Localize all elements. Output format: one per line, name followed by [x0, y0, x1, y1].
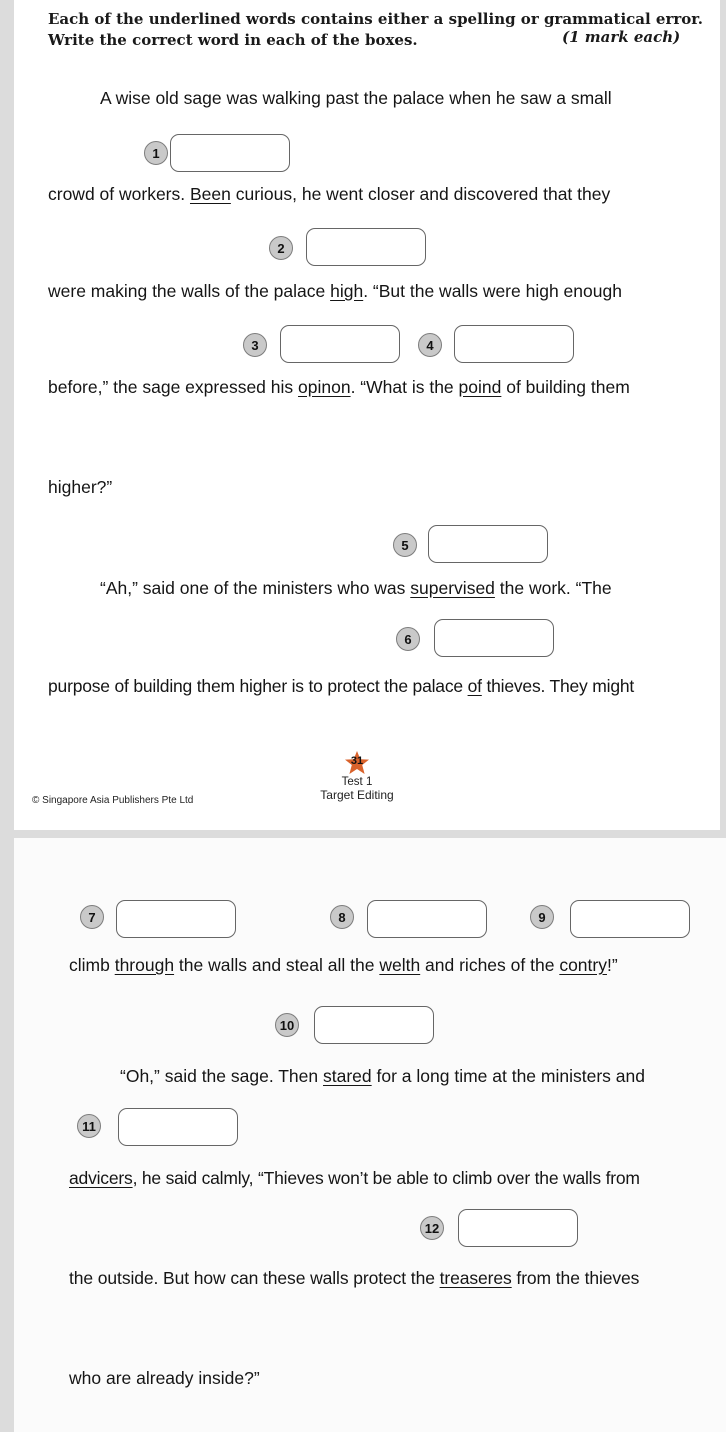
- publisher-copyright: © Singapore Asia Publishers Pte Ltd: [32, 795, 194, 806]
- passage-line-12: who are already inside?”: [69, 1368, 260, 1388]
- underlined-word-1: Been: [189, 184, 231, 204]
- question-number-5: 5: [393, 533, 417, 557]
- question-number-1: 1: [144, 141, 168, 165]
- underlined-word-6: of: [467, 676, 482, 696]
- underlined-word-11: advicers: [69, 1168, 133, 1188]
- instruction-line-1: Each of the underlined words contains either a spelling or grammatical error.: [48, 10, 704, 28]
- page-number: 31: [350, 755, 364, 767]
- passage-line-4: before,” the sage expressed his opinon. “What is the poind of building them: [48, 377, 630, 397]
- underlined-word-2: high: [330, 281, 364, 301]
- marks-note: (1 mark each): [562, 28, 681, 46]
- answer-box-12[interactable]: [458, 1209, 578, 1247]
- instruction-line-2: Write the correct word in each of the boxes.: [48, 31, 418, 49]
- passage-line-6: “Ah,” said one of the ministers who was supervised the work. “The: [100, 578, 612, 598]
- question-number-7: 7: [80, 905, 104, 929]
- underlined-word-5: supervised: [410, 578, 495, 598]
- underlined-word-7: through: [114, 955, 175, 975]
- underlined-word-12: treaseres: [439, 1268, 512, 1288]
- underlined-word-10: stared: [323, 1066, 372, 1086]
- question-number-10: 10: [275, 1013, 299, 1037]
- test-label: Test 1: [341, 776, 373, 788]
- answer-box-11[interactable]: [118, 1108, 238, 1146]
- section-label: Target Editing: [320, 788, 394, 802]
- passage-line-9: “Oh,” said the sage. Then stared for a long time at the ministers and: [120, 1066, 645, 1086]
- passage-line-1: A wise old sage was walking past the palace when he saw a small: [100, 88, 612, 108]
- answer-box-10[interactable]: [314, 1006, 434, 1044]
- answer-box-4[interactable]: [454, 325, 574, 363]
- question-number-6: 6: [396, 627, 420, 651]
- question-number-12: 12: [420, 1216, 444, 1240]
- question-number-11: 11: [77, 1114, 101, 1138]
- passage-line-7: purpose of building them higher is to protect the palace of thieves. They might: [48, 676, 635, 696]
- underlined-word-9: contry: [559, 955, 607, 975]
- underlined-word-3: opinon: [298, 377, 351, 397]
- passage-line-11: the outside. But how can these walls protect the treaseres from the thieves: [69, 1268, 640, 1288]
- question-number-9: 9: [530, 905, 554, 929]
- answer-box-7[interactable]: [116, 900, 236, 938]
- answer-box-5[interactable]: [428, 525, 548, 563]
- answer-box-9[interactable]: [570, 900, 690, 938]
- answer-box-1[interactable]: [170, 134, 290, 172]
- question-number-4: 4: [418, 333, 442, 357]
- answer-box-6[interactable]: [434, 619, 554, 657]
- answer-box-8[interactable]: [367, 900, 487, 938]
- underlined-word-4: poind: [458, 377, 502, 397]
- worksheet-page-1: [14, 0, 720, 830]
- question-number-2: 2: [269, 236, 293, 260]
- passage-line-10: advicers, he said calmly, “Thieves won’t be able to climb over the walls from: [69, 1168, 640, 1188]
- passage-line-3: were making the walls of the palace high. “But the walls were high enough: [48, 281, 622, 301]
- question-number-3: 3: [243, 333, 267, 357]
- question-number-8: 8: [330, 905, 354, 929]
- answer-box-2[interactable]: [306, 228, 426, 266]
- worksheet-page-2: [14, 838, 726, 1432]
- underlined-word-8: welth: [379, 955, 421, 975]
- passage-line-5: higher?”: [48, 477, 113, 497]
- answer-box-3[interactable]: [280, 325, 400, 363]
- passage-line-8: climb through the walls and steal all the welth and riches of the contry!”: [69, 955, 618, 975]
- passage-line-2: crowd of workers. Been curious, he went closer and discovered that they: [48, 184, 611, 204]
